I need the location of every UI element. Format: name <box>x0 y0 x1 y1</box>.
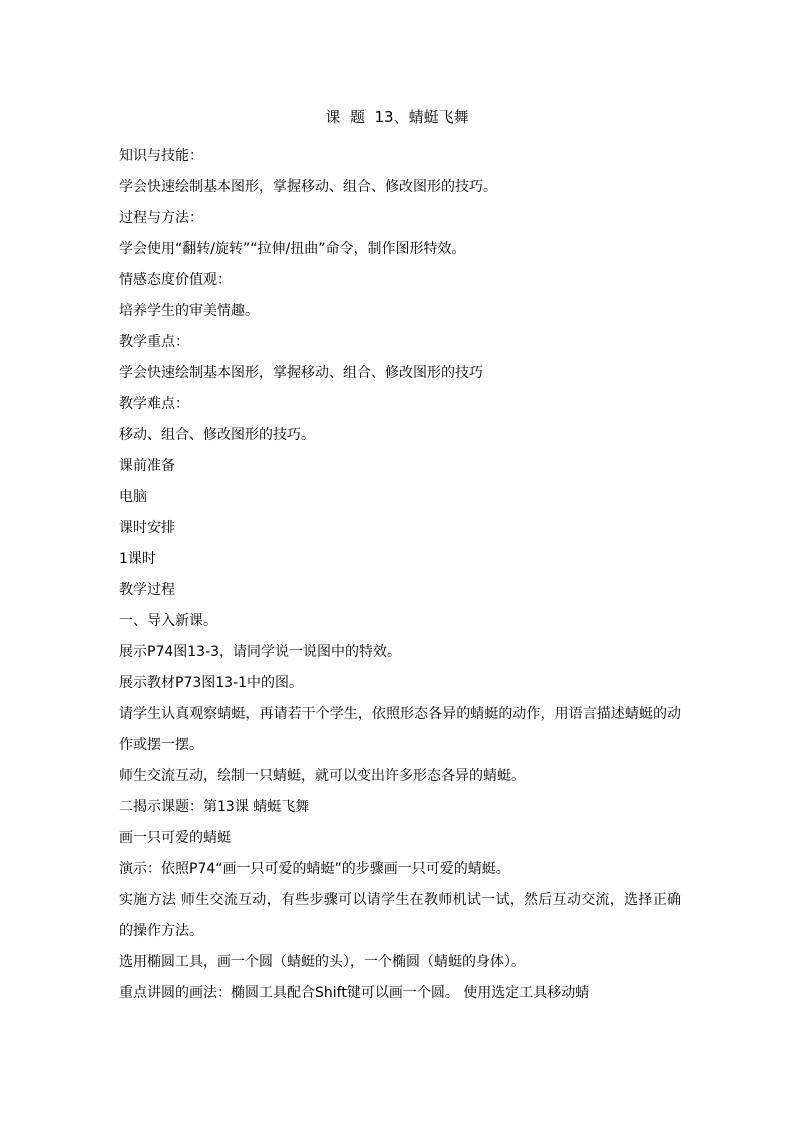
paragraph-schedule-heading: 课时安排 <box>119 520 175 536</box>
paragraph-attitude-heading: 情感态度价值观： <box>119 272 231 288</box>
paragraph: 师生交流互动，绘制一只蜻蜓，就可以变出许多形态各异的蜻蜓。 <box>119 768 525 784</box>
paragraph-key-point-heading: 教学重点： <box>119 334 189 350</box>
paragraph: 一、导入新课。 <box>119 613 217 629</box>
paragraph: 电脑 <box>119 489 147 505</box>
paragraph: 实施方法 师生交流互动，有些步骤可以请学生在教师机试一试，然后互动交流，选择正确的操作方法。 <box>119 892 681 939</box>
paragraph: 选用椭圆工具，画一个圆（蜻蜓的头），一个椭圆（蜻蜓的身体）。 <box>119 954 525 970</box>
paragraph: 展示P74图13-3，请同学说一说图中的特效。 <box>119 644 402 660</box>
paragraph: 重点讲圆的画法：椭圆工具配合Shift键可以画一个圆。 使用选定工具移动蜻 <box>119 985 590 1001</box>
paragraph: 展示教材P73图13-1中的图。 <box>119 675 304 691</box>
paragraph-process-section-heading: 教学过程 <box>119 582 175 598</box>
paragraph-preparation-heading: 课前准备 <box>119 458 175 474</box>
paragraph: 学会快速绘制基本图形，掌握移动、组合、修改图形的技巧。 <box>119 179 497 195</box>
paragraph: 学会快速绘制基本图形，掌握移动、组合、修改图形的技巧 <box>119 365 483 381</box>
paragraph: 画一只可爱的蜻蜓 <box>119 830 231 846</box>
page-title: 课 题 13、蜻蜓飞舞 <box>325 108 469 126</box>
paragraph: 培养学生的审美情趣。 <box>119 303 259 319</box>
paragraph-difficulty-heading: 教学难点： <box>119 396 189 412</box>
paragraph: 二揭示课题：第13课 蜻蜓飞舞 <box>119 799 310 815</box>
paragraph: 演示：依照P74“画一只可爱的蜻蜓”的步骤画一只可爱的蜻蜓。 <box>119 861 510 877</box>
document-body <box>119 141 681 1009</box>
paragraph: 学会使用“翻转/旋转”“拉伸/扭曲”命令，制作图形特效。 <box>119 241 466 257</box>
paragraph: 1课时 <box>119 551 156 567</box>
paragraph-process-heading: 过程与方法： <box>119 210 203 226</box>
paragraph: 移动、组合、修改图形的技巧。 <box>119 427 315 443</box>
paragraph-knowledge-heading: 知识与技能： <box>119 148 203 164</box>
paragraph: 请学生认真观察蜻蜓，再请若干个学生，依照形态各异的蜻蜓的动作，用语言描述蜻蜓的动作或摆一摆。 <box>119 706 681 753</box>
